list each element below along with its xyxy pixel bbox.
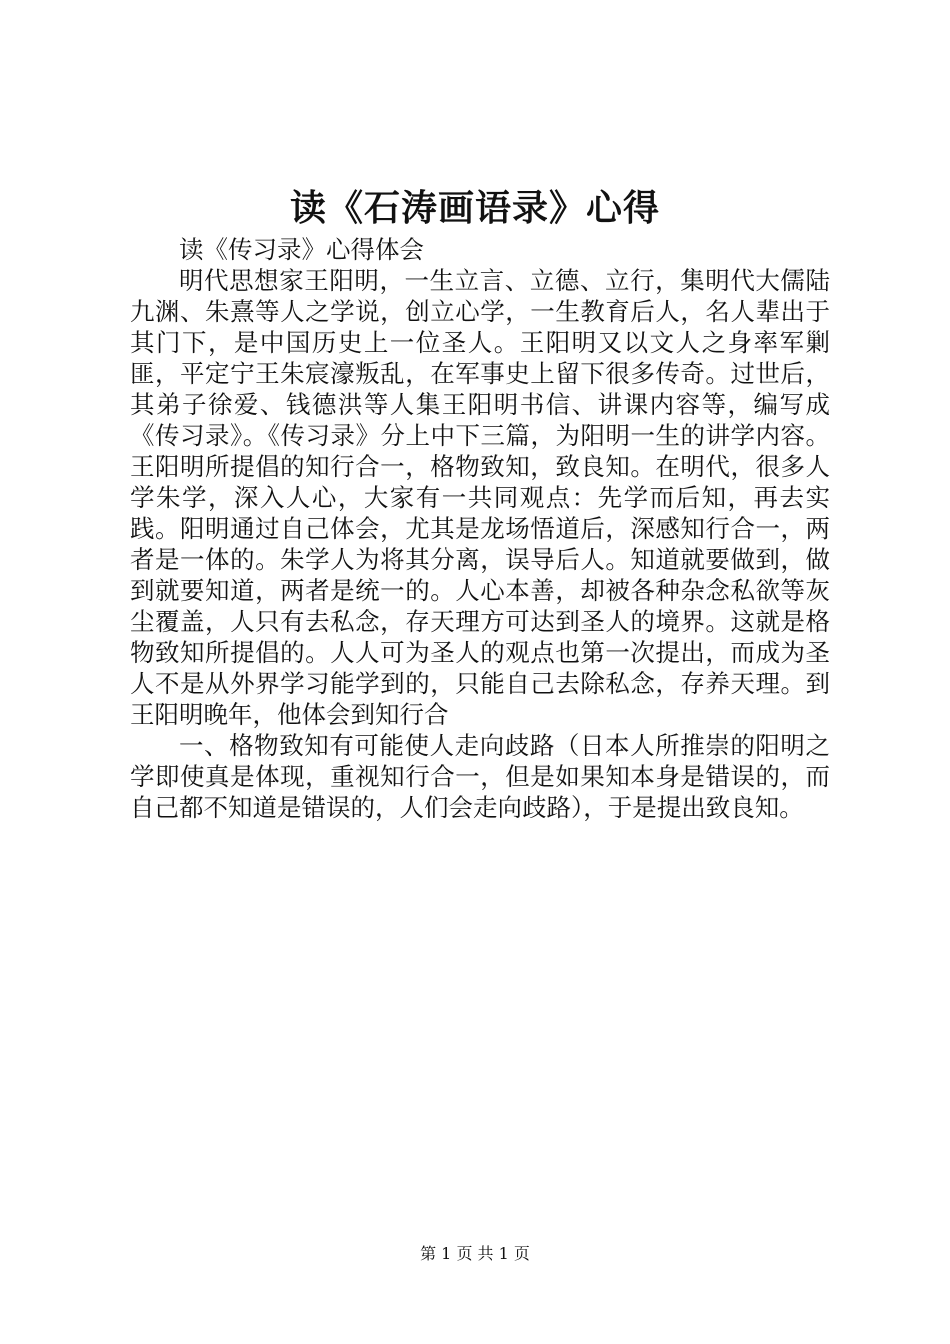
document-subtitle: 读《传习录》心得体会: [179, 235, 424, 264]
body-paragraph-2: 一、格物致知有可能使人走向歧路（日本人所推崇的阳明之学即使真是体现，重视知行合一，但是如果知本身是错误的，而自己都不知道是错误的，人们会走向歧路），于是提出致良知。: [130, 731, 830, 822]
page-number-footer: 第 1 页 共 1 页: [420, 1244, 530, 1263]
body-paragraph-1: 明代思想家王阳明，一生立言、立德、立行，集明代大儒陆九渊、朱熹等人之学说，创立心学，一生教育后人，名人辈出于其门下，是中国历史上一位圣人。王阳明又以文人之身率军剿匪，平定宁王朱宸濠叛乱，在军事史上留下很多传奇。过世后，其弟子徐爱、钱德洪等人集王阳明书信、讲课内容等，编写成《传习录》。《传习录》分上中下三篇，为阳明一生的讲学内容。王阳明所提倡的知行合一，格物致知，致良知。在明代，很多人学朱学，深入人心，大家有一共同观点：先学而后知，再去实践。阳明通过自己体会，尤其是龙场悟道后，深感知行合一，两者是一体的。朱学人为将其分离，误导后人。知道就要做到，做到就要知道，两者是统一的。人心本善，却被各种杂念私欲等灰尘覆盖，人只有去私念，存天理方可达到圣人的境界。这就是格物致知所提倡的。人人可为圣人的观点也第一次提出，而成为圣人不是从外界学习能学到的，只能自己去除私念，存养天理。到王阳明晚年，他体会到知行合: [130, 266, 830, 729]
document-title: 读《石涛画语录》心得: [289, 187, 660, 229]
document-body: [130, 234, 830, 823]
